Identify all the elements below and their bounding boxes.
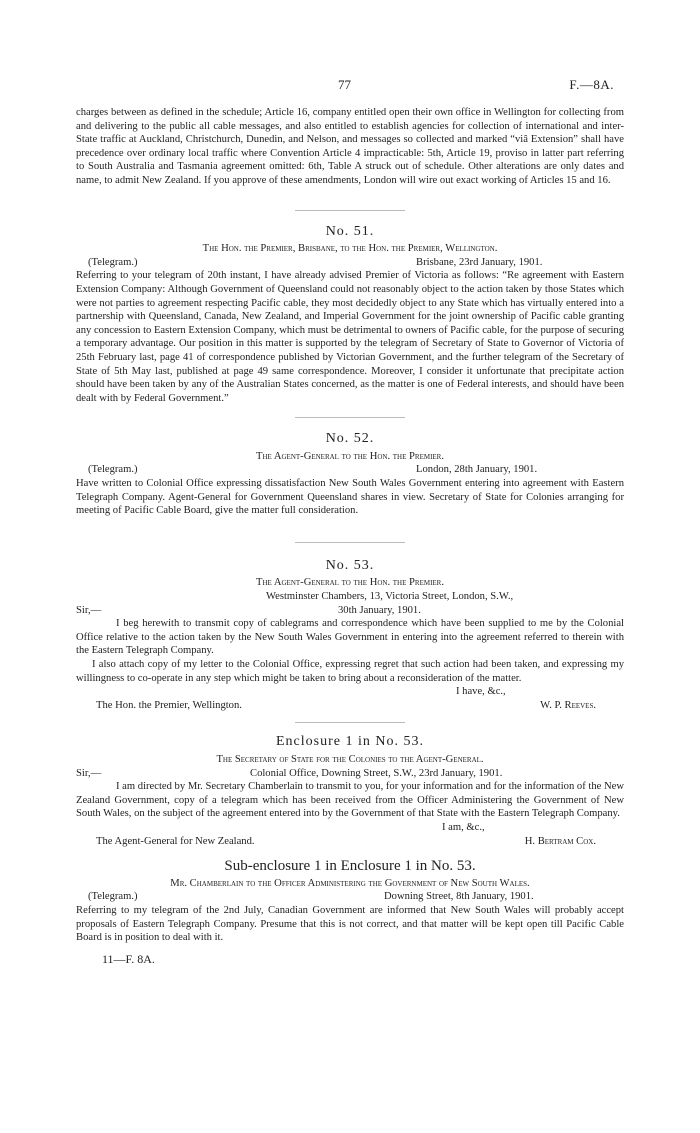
- no53-date: 30th January, 1901.: [338, 604, 421, 616]
- no52-date: London, 28th January, 1901.: [416, 464, 538, 476]
- enc1-heading: The Secretary of State for the Colonies to the Agent-General.: [216, 753, 484, 765]
- enc1-signature-row: [76, 835, 624, 849]
- enc1-body: I am directed by Mr. Secretary Chamberlain to transmit to you, for your information and for the information of the New Zealand Government, copy of a telegram which has been received from the Officer Administering the Government of New South Wales, on the subject of the agreement entered into by the Government of that State with the Eastern Telegraph Company.: [76, 781, 624, 820]
- no51-heading: The Hon. the Premier, Brisbane, to the Hon. the Premier, Wellington.: [202, 243, 498, 255]
- subenc-heading: Mr. Chamberlain to the Officer Administering the Government of New South Wales.: [170, 877, 530, 889]
- no52-telegram: (Telegram.): [88, 464, 138, 476]
- no53-signature-row: [76, 699, 624, 713]
- subenc-body: Referring to my telegram of the 2nd July, Canadian Government are informed that New South Wales will probably accept proposals of Eastern Telegraph Company. Presume that this is not correct, and that matter will be kept open till Pacific Cable Board is in position to deal with it.: [76, 904, 624, 944]
- document-reference: F.—8A.: [569, 77, 614, 92]
- no53-para2: I also attach copy of my letter to the Colonial Office, expressing regret that such action had been taken, and expressing my willingness to co-operate in any step which might be taken to bring about a reconsideration of the matter.: [76, 659, 624, 684]
- enc1-title: Enclosure 1 in No. 53.: [276, 734, 424, 750]
- no51-body: Referring to your telegram of 20th instant, I have already advised Premier of Victoria as follows: “Re agreement with Eastern Extension Company: Although Government of Queensland could not reasonably object to the action taken by those States which were not parties to agreement respecting Pacific cable, they most decidedly object to any State which has virtually entered into a partnership with Queensland, Canada, New Zealand, and Imperial Government for the joint ownership of Pacific cable granting any concession to Eastern Extension Company, which must be detrimental to owners of Pacific cable, for the purpose of securing a temporary advantage. Our position in this matter is supported by the telegram of Secretary of State to Governor of Victoria of 25th February last, page 41 of correspondence published by Victorian Government, and the further telegram of the Secretary of State of 5th May last, published at page 49 same correspondence. Moreover, I consider it unfortunate that precipitate action should have been taken by any of the Australian States concerned, as the matter is one of Federal interests, and should have been dealt with by Federal Government.”: [76, 270, 624, 404]
- no52-heading: The Agent-General to the Hon. the Premier.: [255, 450, 445, 462]
- signature-mark: 11—F. 8A.: [102, 951, 155, 966]
- enc1-salutation-row: [76, 767, 624, 781]
- subenc-meta-row: [76, 890, 624, 904]
- no53-signature: W. P. Reeves.: [540, 699, 596, 711]
- no53-closing: I have, &c.,: [456, 686, 506, 698]
- no53-title: No. 53.: [325, 557, 375, 573]
- page-number: 77: [338, 77, 351, 92]
- no52-body: Have written to Colonial Office expressing dissatisfaction New South Wales Government entering into agreement with Eastern Telegraph Company. Agent-General for Government Queensland shares in view. Secretary of State for Colonies arranging for meeting of Pacific Cable Board, give the matter full consideration.: [76, 478, 624, 517]
- no53-salutation: Sir,—: [76, 604, 102, 616]
- enc1-closing: I am, &c.,: [442, 821, 485, 833]
- enc1-addressee: The Agent-General for New Zealand.: [96, 835, 255, 847]
- no51-date: Brisbane, 23rd January, 1901.: [416, 256, 543, 268]
- no52-meta-row: [76, 463, 624, 477]
- page-header: [76, 78, 614, 94]
- enc1-signature: H. Bertram Cox.: [524, 835, 596, 847]
- no53-address: Westminster Chambers, 13, Victoria Street, London, S.W.,: [266, 591, 514, 603]
- subenc-telegram: (Telegram.): [88, 891, 138, 903]
- no51-meta-row: [76, 256, 624, 270]
- intro-paragraph: charges between as defined in the schedule; Article 16, company entitled open their own office in Wellington for collecting from and delivering to the public all cable messages, and also entitled to establish agencies for collection of international and inter-State traffic at Auckland, Christchurch, Dunedin, and Nelson, and messages so collected and marked “viâ Extension” shall have precedence over ordinary local traffic where Convention Article 4 impracticable: 5th, Article 19, proviso in latter part referring to South Australia and Tasmania agreement omitted: 6th, Table A struck out of schedule. Other alterations are only dates and name, to admit New Zealand. If you approve of these amendments, London will wire out exact working of Articles 15 and 16.: [76, 107, 624, 186]
- enc1-salutation: Sir,—: [76, 767, 102, 779]
- enc1-date: Colonial Office, Downing Street, S.W., 23rd January, 1901.: [250, 767, 503, 779]
- no53-heading: The Agent-General to the Hon. the Premier.: [255, 577, 445, 589]
- no51-telegram: (Telegram.): [88, 256, 138, 268]
- subenc-title: Sub-enclosure 1 in Enclosure 1 in No. 53.: [224, 858, 476, 875]
- no53-salutation-row: [76, 604, 624, 618]
- subenc-date: Downing Street, 8th January, 1901.: [384, 891, 534, 903]
- no53-para1: I beg herewith to transmit copy of cablegrams and correspondence which have been supplied to me by the Colonial Office relative to the action taken by the New South Wales Government in entering into the agreement referred to therein with the Eastern Telegraph Company.: [76, 618, 624, 657]
- no51-title: No. 51.: [325, 223, 375, 239]
- no52-title: No. 52.: [325, 431, 375, 447]
- no53-addressee: The Hon. the Premier, Wellington.: [96, 699, 242, 711]
